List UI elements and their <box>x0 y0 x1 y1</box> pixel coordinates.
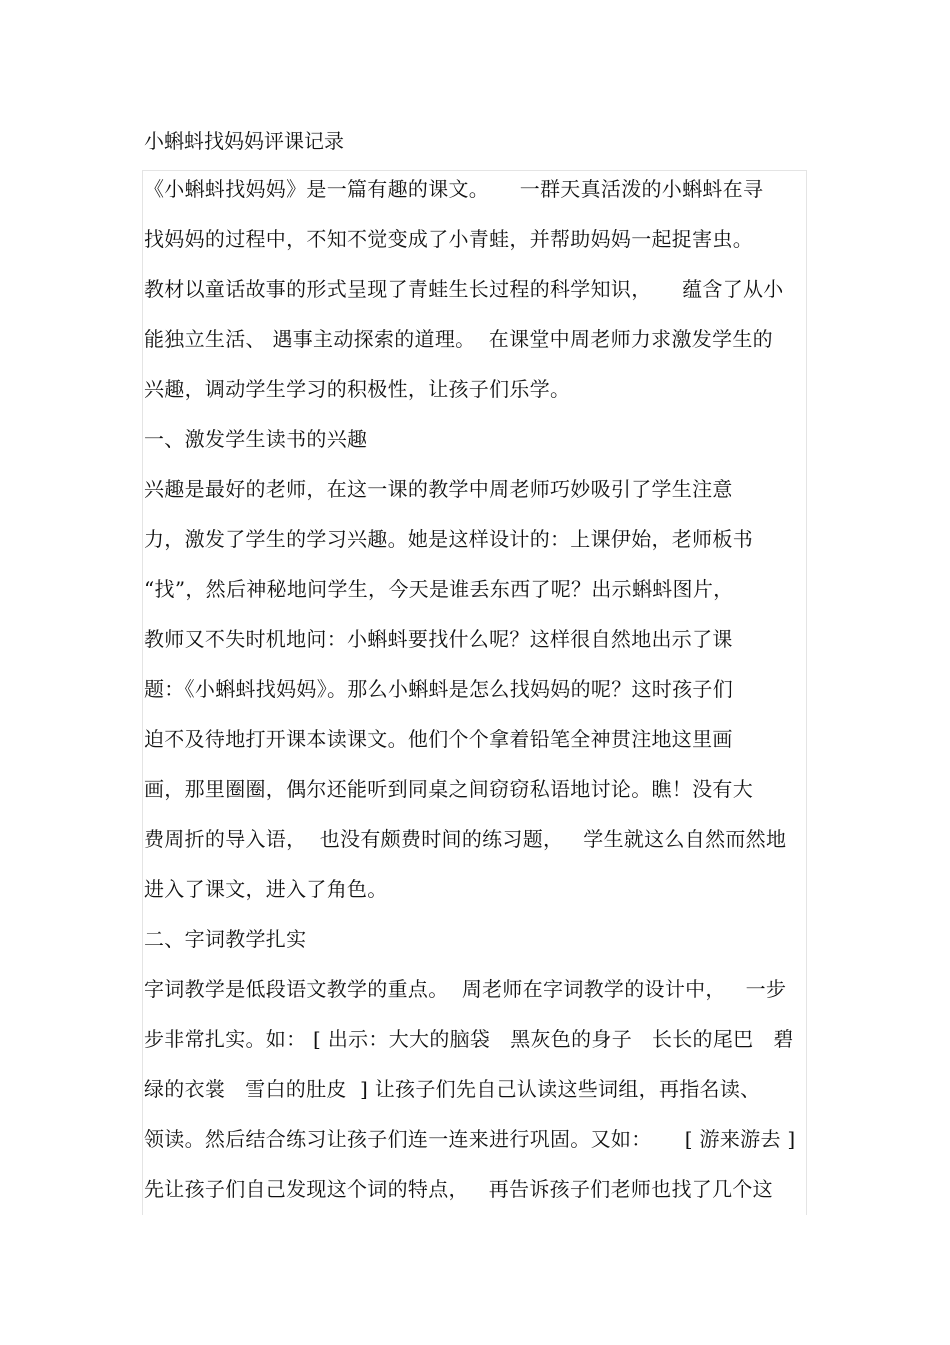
section-heading: 二、字词教学扎实 <box>144 927 307 951</box>
text-line: 兴趣，调动学生学习的积极性，让孩子们乐学。 <box>144 377 571 401</box>
document-title: 小蝌蚪找妈妈评课记录 <box>144 129 344 153</box>
text-line: 力，激发了学生的学习兴趣。她是这样设计的：上课伊始，老师板书 <box>144 527 753 551</box>
text-line: 先让孩子们自己发现这个词的特点， 再告诉孩子们老师也找了几个这 <box>144 1177 773 1201</box>
text-line: 兴趣是最好的老师，在这一课的教学中周老师巧妙吸引了学生注意 <box>144 477 733 501</box>
text-line: 领读。然后结合练习让孩子们连一连来进行巩固。又如： [ 游来游去 ] <box>144 1127 796 1151</box>
text-line: 绿的衣裳 雪白的肚皮 ] 让孩子们先自己认读这些词组，再指名读、 <box>144 1077 761 1101</box>
text-line: 教师又不失时机地问：小蝌蚪要找什么呢？这样很自然地出示了课 <box>144 627 733 651</box>
text-line: 迫不及待地打开课本读课文。他们个个拿着铅笔全神贯注地这里画 <box>144 727 733 751</box>
section-heading: 一、激发学生读书的兴趣 <box>144 427 368 451</box>
text-line: 步非常扎实。如： [ 出示：大大的脑袋 黑灰色的身子 长长的尾巴 碧 <box>144 1027 794 1051</box>
text-line: 费周折的导入语， 也没有颇费时间的练习题， 学生就这么自然而然地 <box>144 827 787 851</box>
text-line: 能独立生活、 遇事主动探索的道理。 在课堂中周老师力求激发学生的 <box>144 327 773 351</box>
text-line: 进入了课文，进入了角色。 <box>144 877 388 901</box>
text-line: 找妈妈的过程中，不知不觉变成了小青蛙，并帮助妈妈一起捉害虫。 <box>144 227 753 251</box>
text-line: 题：《小蝌蚪找妈妈》。那么小蝌蚪是怎么找妈妈的呢？这时孩子们 <box>144 677 733 701</box>
body-text-frame <box>142 170 807 1215</box>
text-line: 画，那里圈圈，偶尔还能听到同桌之间窃窃私语地讨论。瞧！没有大 <box>144 777 753 801</box>
text-line: 教材以童话故事的形式呈现了青蛙生长过程的科学知识， 蕴含了从小 <box>144 277 784 301</box>
text-line: 《小蝌蚪找妈妈》是一篇有趣的课文。 一群天真活泼的小蝌蚪在寻 <box>144 177 764 201</box>
text-line: “找”，然后神秘地问学生，今天是谁丢东西了呢？出示蝌蚪图片， <box>144 577 734 601</box>
text-line: 字词教学是低段语文教学的重点。 周老师在字词教学的设计中， 一步 <box>144 977 787 1001</box>
